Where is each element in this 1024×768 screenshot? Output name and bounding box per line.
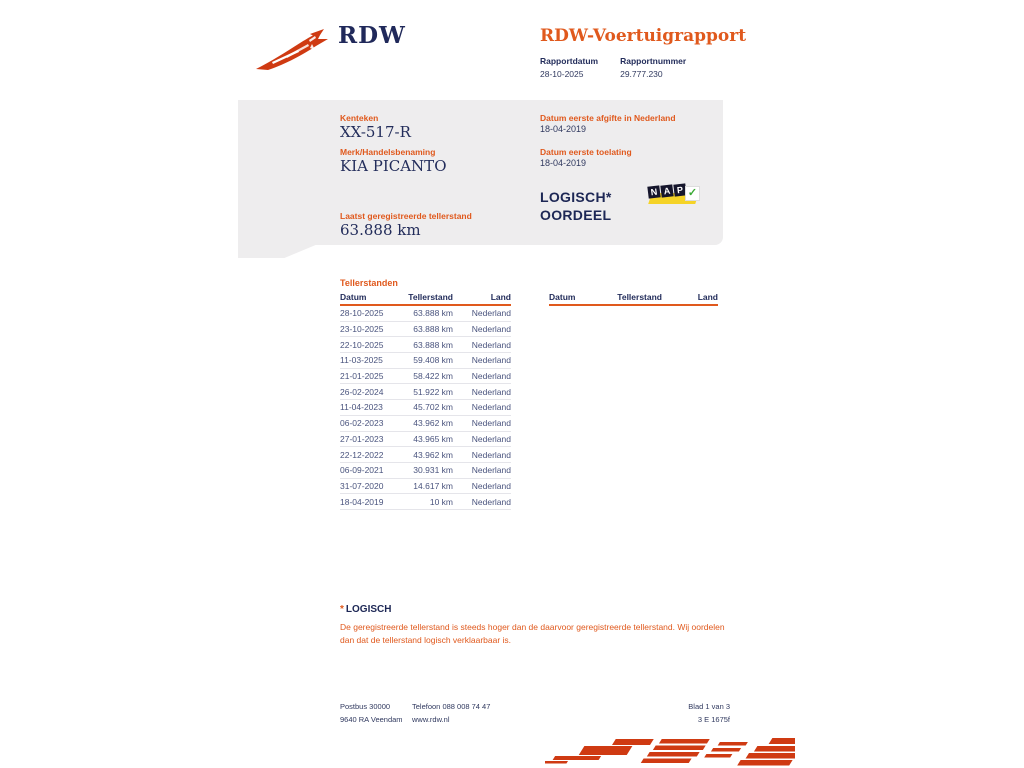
col-land: Land: [490, 292, 511, 302]
footnote-body: De geregistreerde tellerstand is steeds hoger dan de daarvoor geregistreerde tellerstand. Wij oordelen dan dat de tellerstand logisch verklaarbaar is.: [340, 622, 725, 645]
cell-datum: 11-03-2025: [340, 355, 383, 366]
report-number-value: 29.777.230: [620, 69, 663, 79]
toelating-value: 18-04-2019: [540, 158, 587, 168]
laatste-tellerstand-value: 63.888 km: [340, 221, 421, 239]
footer-address-line2: 9640 RA Veendam: [340, 715, 403, 724]
cell-datum: 27-01-2023: [340, 433, 384, 444]
col-datum: Datum: [340, 292, 367, 302]
afgifte-value: 18-04-2019: [540, 124, 587, 134]
merk-label: Merk/Handelsbenaming: [340, 147, 436, 157]
cell-datum: 22-10-2025: [340, 339, 384, 350]
table-row: [340, 353, 511, 369]
report-date-label: Rapportdatum: [540, 56, 599, 66]
cell-tellerstand: 43.962 km: [413, 418, 453, 429]
table-row: [340, 416, 511, 432]
tellerstanden-table-left: [340, 290, 511, 510]
footnote-title: [340, 604, 391, 615]
footnote-title-text: LOGISCH: [345, 604, 392, 615]
col-tellerstand: Tellerstand: [408, 292, 453, 302]
kenteken-label: Kenteken: [340, 113, 379, 123]
report-date-block: [540, 56, 598, 79]
cell-tellerstand: 43.962 km: [413, 449, 453, 460]
cell-datum: 28-10-2025: [340, 308, 384, 319]
footer-website-link: www.rdw.nl: [412, 715, 450, 724]
table-body: [340, 306, 511, 510]
cell-land: Nederland: [471, 480, 511, 491]
nap-letter-a: A: [660, 184, 673, 197]
rdw-stripes-graphic: [545, 737, 795, 768]
laatste-tellerstand-label: Laatst geregistreerde tellerstand: [340, 211, 472, 221]
cell-datum: 31-07-2020: [340, 480, 384, 491]
rdw-logo-text: RDW: [338, 22, 406, 49]
table-row: [340, 322, 511, 338]
cell-tellerstand: 63.888 km: [413, 324, 453, 335]
cell-datum: 11-04-2023: [340, 402, 383, 413]
cell-land: Nederland: [471, 418, 511, 429]
oordeel-line1: LOGISCH*: [540, 189, 612, 205]
cell-datum: 06-09-2021: [340, 465, 384, 476]
cell-land: Nederland: [471, 465, 511, 476]
cell-land: Nederland: [471, 324, 511, 335]
cell-tellerstand: 58.422 km: [413, 371, 453, 382]
cell-tellerstand: 59.408 km: [413, 355, 453, 366]
footer-address: [340, 700, 403, 726]
table-row: [340, 463, 511, 479]
cell-datum: 23-10-2025: [340, 324, 384, 335]
cell-tellerstand: 10 km: [429, 496, 453, 507]
cell-land: Nederland: [471, 386, 511, 397]
table-row: [340, 432, 511, 448]
cell-datum: 06-02-2023: [340, 418, 384, 429]
cell-tellerstand: 51.922 km: [413, 386, 453, 397]
nap-letter-p: P: [673, 183, 686, 196]
afgifte-label: Datum eerste afgifte in Nederland: [540, 113, 676, 123]
cell-tellerstand: 30.931 km: [413, 465, 453, 476]
cell-land: Nederland: [471, 355, 511, 366]
kenteken-value: XX-517-R: [340, 123, 411, 141]
table-row: [340, 447, 511, 463]
cell-land: Nederland: [471, 371, 511, 382]
rdw-wing-logo-icon: [252, 26, 334, 74]
cell-land: Nederland: [471, 402, 511, 413]
cell-datum: 18-04-2019: [340, 496, 384, 507]
cell-land: Nederland: [471, 339, 511, 350]
cell-datum: 21-01-2025: [340, 371, 384, 382]
footer-address-line1: Postbus 30000: [340, 702, 391, 711]
cell-tellerstand: 43.965 km: [413, 433, 453, 444]
footer-form-code: 3 E 1675f: [697, 715, 730, 724]
report-number-block: [620, 56, 686, 79]
tellerstanden-table-right: [549, 290, 718, 306]
cell-tellerstand: 63.888 km: [413, 339, 453, 350]
footer-page-number: Blad 1 van 3: [688, 702, 730, 711]
oordeel-verdict: [540, 188, 612, 224]
cell-land: Nederland: [471, 449, 511, 460]
table-row: [340, 384, 511, 400]
report-date-value: 28-10-2025: [540, 69, 584, 79]
cell-land: Nederland: [471, 433, 511, 444]
cell-tellerstand: 14.617 km: [413, 480, 453, 491]
table-row: [340, 306, 511, 322]
cell-datum: 26-02-2024: [340, 386, 384, 397]
table-row: [340, 337, 511, 353]
report-number-label: Rapportnummer: [620, 56, 687, 66]
footer-phone: Telefoon 088 008 74 47: [412, 702, 491, 711]
page-title: RDW-Voertuigrapport: [540, 26, 747, 46]
cell-datum: 22-12-2022: [340, 449, 384, 460]
toelating-label: Datum eerste toelating: [540, 147, 632, 157]
footer-page-info: [600, 700, 730, 726]
table-row: [340, 494, 511, 510]
report-meta: [540, 56, 686, 79]
oordeel-line2: OORDEEL: [540, 207, 612, 223]
cell-land: Nederland: [471, 308, 511, 319]
table-header: [340, 290, 511, 306]
cell-tellerstand: 45.702 km: [413, 402, 453, 413]
footer-contact: [412, 700, 490, 726]
table-row: [340, 400, 511, 416]
table-row: [340, 369, 511, 385]
merk-value: KIA PICANTO: [340, 157, 447, 175]
table-header: [549, 290, 718, 306]
col-tellerstand: Tellerstand: [617, 292, 662, 302]
tellerstanden-title: Tellerstanden: [340, 278, 398, 288]
nap-letter-n: N: [647, 185, 660, 198]
vehicle-summary-box-tab: [238, 244, 318, 258]
col-land: Land: [697, 292, 718, 302]
nap-checkmark-icon: ✓: [685, 186, 700, 201]
table-row: [340, 479, 511, 495]
col-datum: Datum: [549, 292, 576, 302]
footnote-asterisk: *: [340, 604, 344, 615]
cell-tellerstand: 63.888 km: [413, 308, 453, 319]
cell-land: Nederland: [471, 496, 511, 507]
nap-logo: [647, 184, 699, 208]
